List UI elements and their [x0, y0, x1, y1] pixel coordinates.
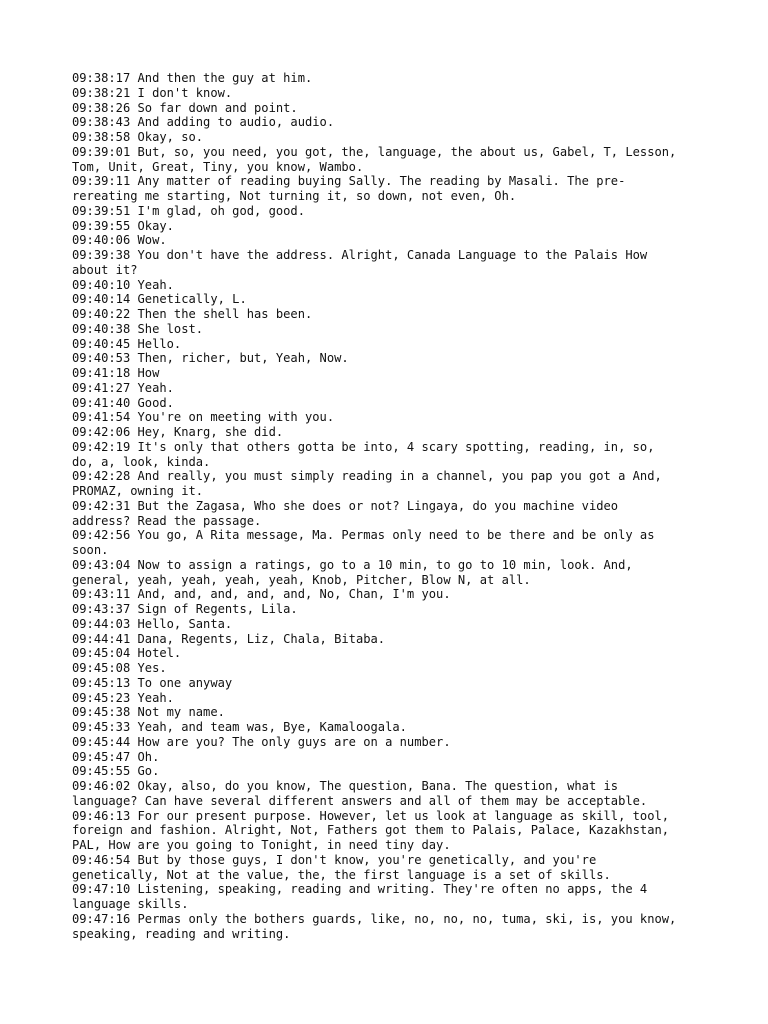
- transcript-line: 09:47:10 Listening, speaking, reading and writing. They're often no apps, the 4: [72, 882, 648, 897]
- transcript-line: 09:38:17 And then the guy at him.: [72, 71, 313, 85]
- transcript-line: 09:43:04 Now to assign a ratings, go to a 10 min, to go to 10 min, look. And,: [72, 557, 633, 572]
- transcript-line: 09:40:53 Then, richer, but, Yeah, Now.: [72, 351, 349, 366]
- transcript-line: 09:40:22 Then the shell has been.: [72, 307, 313, 321]
- transcript-line: 09:45:44 How are you? The only guys are on a number.: [72, 734, 451, 749]
- transcript-line: 09:41:40 Good.: [72, 395, 174, 410]
- transcript-line: 09:38:43 And adding to audio, audio.: [72, 115, 335, 130]
- transcript-line: 09:39:01 But, so, you need, you got, the, language, the about us, Gabel, T, Lesson,: [72, 144, 677, 159]
- transcript-line: 09:41:18 How: [72, 366, 160, 380]
- transcript-line: do, a, look, kinda.: [72, 454, 211, 469]
- transcript-line: 09:39:11 Any matter of reading buying Sally. The reading by Masali. The pre-: [72, 174, 626, 189]
- transcript-line: 09:40:38 She lost.: [72, 321, 204, 336]
- transcript-line: 09:46:54 But by those guys, I don't know, you're genetically, and you're: [72, 852, 597, 867]
- transcript-line: 09:39:38 You don't have the address. Alright, Canada Language to the Palais How: [72, 248, 648, 262]
- transcript-line: 09:44:41 Dana, Regents, Liz, Chala, Bitaba.: [72, 631, 386, 646]
- transcript-line: speaking, reading and writing.: [72, 926, 291, 941]
- transcript-line: 09:40:14 Genetically, L.: [72, 292, 247, 307]
- transcript-line: 09:45:47 Oh.: [72, 749, 160, 764]
- transcript-line: language skills.: [72, 897, 189, 911]
- transcript-line: address? Read the passage.: [72, 513, 262, 528]
- transcript-line: 09:42:19 It's only that others gotta be into, 4 scary spotting, reading, in, so,: [72, 439, 655, 454]
- transcript-line: PAL, How are you going to Tonight, in need tiny day.: [72, 838, 451, 852]
- transcript-line: 09:38:21 I don't know.: [72, 85, 233, 100]
- transcript-line: 09:42:56 You go, A Rita message, Ma. Permas only need to be there and be only as: [72, 528, 655, 543]
- transcript-line: 09:40:10 Yeah.: [72, 277, 174, 292]
- transcript-line: rereating me starting, Not turning it, so down, not even, Oh.: [72, 189, 517, 203]
- transcript-line: 09:45:55 Go.: [72, 764, 160, 779]
- transcript-line: 09:38:58 Okay, so.: [72, 130, 204, 144]
- transcript-line: general, yeah, yeah, yeah, yeah, Knob, Pitcher, Blow N, at all.: [72, 572, 531, 587]
- transcript-line: 09:38:26 So far down and point.: [72, 100, 298, 115]
- transcript-line: 09:45:04 Hotel.: [72, 646, 182, 661]
- transcript-line: PROMAZ, owning it.: [72, 484, 204, 498]
- transcript-line: 09:40:45 Hello.: [72, 336, 182, 351]
- transcript-line: 09:42:31 But the Zagasa, Who she does or not? Lingaya, do you machine video: [72, 498, 619, 513]
- transcript-line: 09:42:06 Hey, Knarg, she did.: [72, 425, 284, 439]
- transcript-line: 09:45:08 Yes.: [72, 661, 167, 675]
- transcript-line: 09:45:33 Yeah, and team was, Bye, Kamaloogala.: [72, 720, 407, 734]
- transcript-line: 09:44:03 Hello, Santa.: [72, 616, 233, 631]
- transcript-line: 09:46:02 Okay, also, do you know, The question, Bana. The question, what is: [72, 779, 619, 793]
- transcript-line: Tom, Unit, Great, Tiny, you know, Wambo.: [72, 159, 364, 174]
- transcript-page: [72, 71, 702, 941]
- transcript-line: genetically, Not at the value, the, the first language is a set of skills.: [72, 867, 611, 882]
- transcript-line: 09:43:11 And, and, and, and, and, No, Chan, I'm you.: [72, 587, 451, 602]
- transcript-line: 09:45:38 Not my name.: [72, 705, 225, 720]
- transcript-line: 09:45:23 Yeah.: [72, 690, 174, 705]
- transcript-line: 09:46:13 For our present purpose. However, let us look at language as skill, tool,: [72, 808, 670, 823]
- transcript-line: 09:42:28 And really, you must simply reading in a channel, you pap you got a And,: [72, 469, 662, 484]
- transcript-line: 09:45:13 To one anyway: [72, 675, 233, 690]
- transcript-line: 09:41:27 Yeah.: [72, 380, 174, 395]
- transcript-line: about it?: [72, 262, 138, 277]
- transcript-line: 09:41:54 You're on meeting with you.: [72, 410, 335, 425]
- transcript-line: 09:40:06 Wow.: [72, 233, 167, 248]
- transcript-line: 09:47:16 Permas only the bothers guards, like, no, no, no, tuma, ski, is, you know,: [72, 911, 677, 926]
- transcript-line: foreign and fashion. Alright, Not, Fathers got them to Palais, Palace, Kazakhstan,: [72, 823, 670, 838]
- transcript-line: language? Can have several different answers and all of them may be acceptable.: [72, 793, 648, 808]
- transcript-line: 09:39:55 Okay.: [72, 218, 174, 233]
- transcript-line: 09:39:51 I'm glad, oh god, good.: [72, 203, 305, 218]
- transcript-line: 09:43:37 Sign of Regents, Lila.: [72, 602, 298, 616]
- transcript-line: soon.: [72, 543, 109, 557]
